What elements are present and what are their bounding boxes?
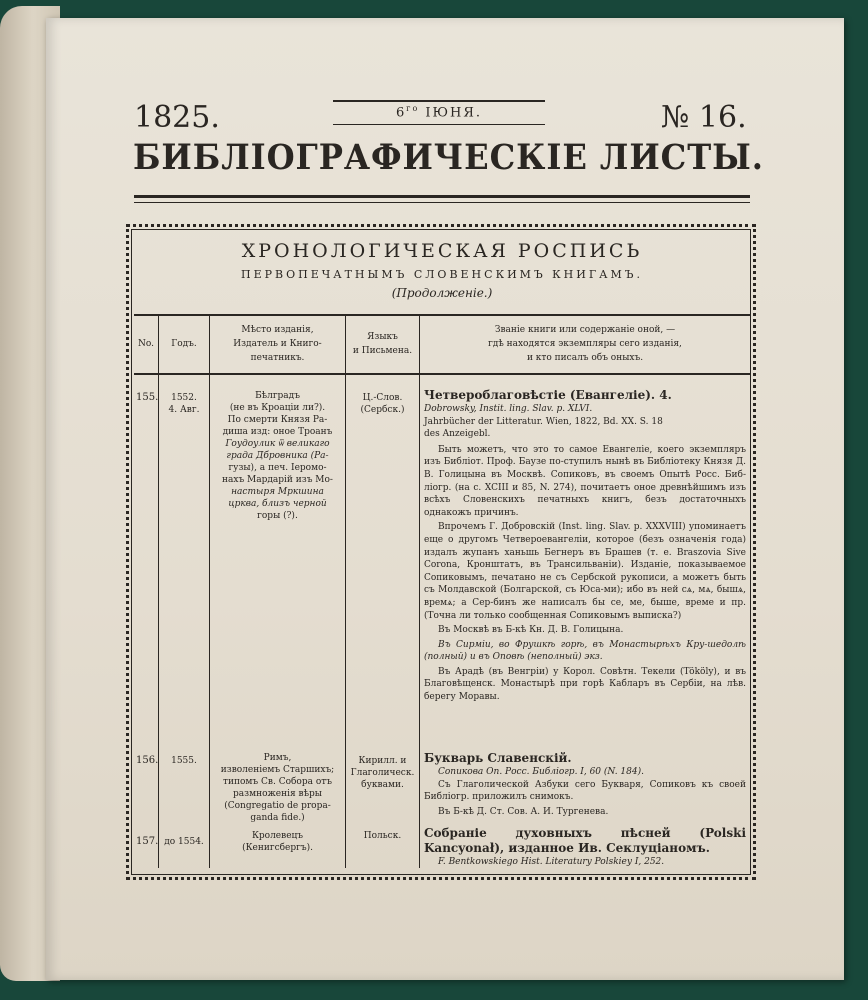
paragraph: Въ Б-кѣ Д. Ст. Сов. А. И. Тургенева. [438,806,609,817]
reference: Сопикова Оп. Росс. Библіогр. I, 60 (N. 184). [438,767,644,777]
row-155-language: Ц.-Слов. (Сербск.) [360,393,405,415]
row-157-year: до 1554. [164,837,204,847]
header-year: Годъ. [171,339,197,349]
row-156-description [424,751,746,820]
issue-year: 1825. [134,100,220,135]
row-157-language: Польск. [363,831,402,841]
table-header-rule-bottom [134,373,750,375]
paragraph: Съ Глаголической Азбуки сего Букваря, Сопиковъ къ своей Библіогр. приложилъ снимокъ. [424,779,746,803]
masthead-rule-thin [134,202,750,203]
section-subtitle: ПЕРВОПЕЧАТНЫМЪ СЛОВЕНСКИМЪ КНИГАМЪ. [241,268,643,281]
book-title: Четвероблаговѣстіе (Евангеліе). 4. [424,388,672,402]
row-155-year: 1552. 4. Авг. [168,393,200,415]
row-155-number: 155. [136,392,159,403]
reference: des Anzeigebl. [424,429,491,440]
paragraph: Въ Арадѣ (въ Венгріи) у Корол. Совѣтн. Текели (Tököly), и въ Благовѣщенск. Монастырѣ при горѣ Кабларъ въ Сербіи, на лѣв. берегу Моравы. [424,666,746,703]
reference: Dobrowsky, Instit. ling. Slav. p. XLVI. [424,404,593,414]
table-header-rule-top [134,314,750,316]
row-156-number: 156. [136,755,159,766]
section-title: ХРОНОЛОГИЧЕСКАЯ РОСПИСЬ [241,240,643,262]
issue-number: № 16. [661,100,747,135]
paragraph: Быть можетъ, что это то самое Евангеліе, коего экземпляръ изъ Библіот. Проф. Баузе по-ступилъ нынѣ въ Библіотеку Князя Д. В. Голицына въ Москвѣ. Сопиковъ, въ своемъ Опытѣ Росс. Биб-ліогр. (на с. XCIII и 85, N. 274), почитаетъ оное древнѣйшимъ изъ всѣхъ Словенскихъ печатныхъ книгъ, безъ достаточныхъ однакожъ причинъ. [424,444,746,518]
section-continued: (Продолженіе.) [391,286,493,300]
reference: F. Bentkowskiego Hist. Literatury Polskiey I, 252. [438,857,665,867]
header-no: No. [138,339,154,349]
column-divider [419,316,420,868]
row-156-language: Кирилл. и Глаголическ. буквами. [350,756,415,790]
header-place: Мѣсто изданія, Издатель и Книго- печатникъ. [233,325,322,363]
reference: Jahrbücher der Litteratur. Wien, 1822, Bd. XX. S. 18 [424,416,663,427]
book-title: Собраніе духовныхъ пѣсней (Polski Kancyonał), изданное Ив. Секлуціаномъ. [424,826,746,855]
issue-date: $6^{го}$ IЮНЯ. [395,104,483,121]
row-155-place: Бѣлградъ (не въ Кроаціи ли?). По смерти Князя Ра- дишa изд: оное Троанъ Гоудоулик ѿ великаго града Дбровника (Ра- гузы), а печ. Іеромо- нахъ Мардарій изъ Мо- настыря Мркшина црква, близъ черной горы (?). [222,391,333,521]
row-157-place: Кролевецъ (Кенигсбергъ). [242,831,313,853]
masthead-rule-thick [134,195,750,198]
row-157-number: 157. [136,836,159,847]
row-155-description [424,388,746,706]
paragraph: Въ Сирміи, во Фрушкѣ горѣ, въ Монастырѣхъ Кру-шедолѣ (полный) и въ Оповѣ (неполный) экз. [424,639,746,663]
row-156-year: 1555. [171,756,197,766]
row-157-description [424,826,746,869]
paragraph: Въ Москвѣ въ Б-кѣ Кн. Д. В. Голицына. [438,625,624,636]
row-156-place: Римъ, изволеніемъ Старшихъ; типомъ Св. Собора отъ размноженія вѣры (Congregatio de propa- ganda fide.) [220,753,335,823]
book-title: Букварь Славенскій. [424,751,572,765]
header-title: Званіе книги или содержаніе оной, — гдѣ находятся экземпляры сего изданія, и кто писалъ объ оныхъ. [488,325,682,363]
header-language: Языкъ и Письмена. [352,332,413,356]
paragraph: Впрочемъ Г. Добровскій (Inst. ling. Slav. p. XXXVIII) упоминаетъ еще о другомъ Четвероевангеліи, которое (безъ означенія года) издалъ жупанъ ханьшь Бегнеръ въ Брашев (т. е. Braszovia Sive Corona, Кронштатъ, въ Трансильваніи). Изданіе, показываемое Сопиковымъ, печатано не съ Сербской рукописи, а можетъ быть съ Молдавской (Болгарской, съ Юса-ми); ибо въ ней сѧ, мѧ, бышѧ, времѧ; а Сер-бинъ же написалъ бы се, ме, быше, време и пр. (Точна ли только сообщенная Сопиковымъ выписка?) [424,522,746,621]
masthead-title: БИБЛІОГРАФИЧЕСКІЕ ЛИСТЫ. [133,137,764,178]
